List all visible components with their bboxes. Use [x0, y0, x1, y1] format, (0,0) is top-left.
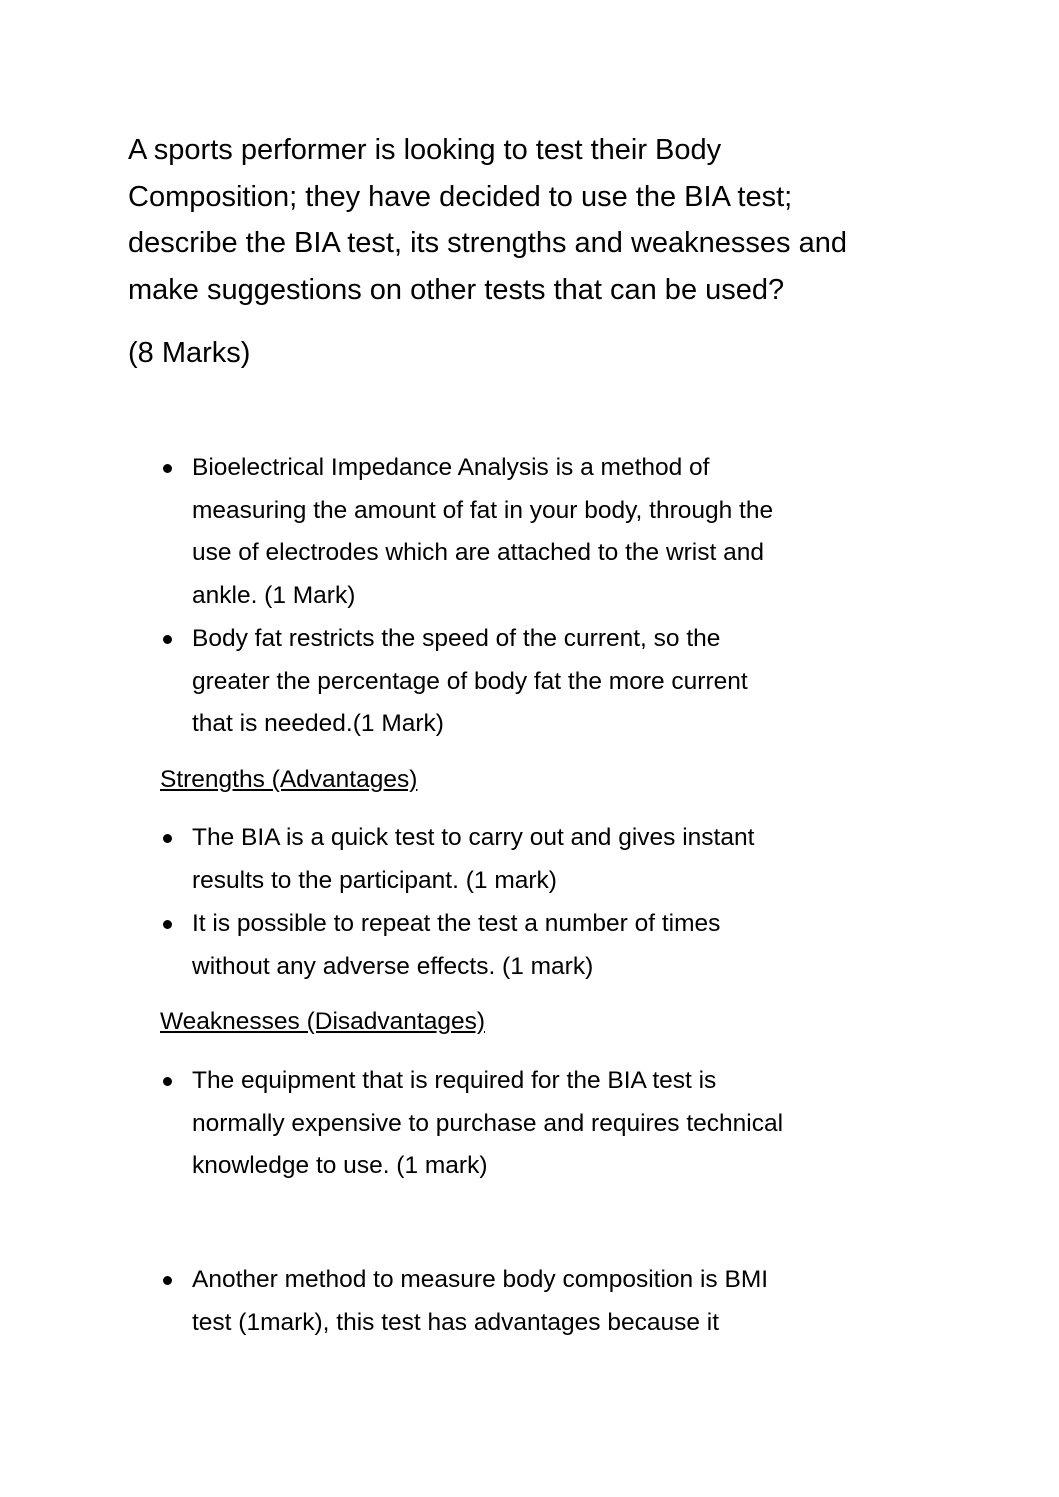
line: knowledge to use. (1 mark)	[192, 1152, 488, 1179]
strengths-heading: Strengths (Advantages)	[160, 766, 418, 793]
bullet-icon	[163, 1077, 172, 1086]
line: Bioelectrical Impedance Analysis is a method of	[192, 454, 710, 481]
list-item	[192, 1259, 768, 1344]
question-text	[128, 127, 847, 313]
line: The equipment that is required for the BIA test is	[192, 1067, 717, 1094]
list-item	[192, 1060, 783, 1188]
line: greater the percentage of body fat the more current	[192, 667, 748, 695]
line: The BIA is a quick test to carry out and gives instant	[192, 824, 755, 851]
line: ankle. (1 Mark)	[192, 581, 356, 609]
line: without any adverse effects. (1 mark)	[192, 952, 594, 980]
line: measuring the amount of fat in your body, through the	[192, 496, 774, 524]
line: that is needed.(1 Mark)	[192, 710, 444, 737]
line: Another method to measure body composition is BMI	[192, 1266, 769, 1293]
question-line: make suggestions on other tests that can be used?	[128, 273, 785, 306]
line: use of electrodes which are attached to the wrist and	[192, 539, 764, 566]
marks-label: (8 Marks)	[128, 337, 251, 369]
list-item	[192, 817, 754, 902]
list-item	[192, 903, 720, 988]
bullet-icon	[163, 920, 172, 929]
bullet-icon	[163, 635, 172, 644]
line: Body fat restricts the speed of the current, so the	[192, 625, 721, 652]
list-item	[192, 447, 773, 617]
line: results to the participant. (1 mark)	[192, 866, 557, 894]
bullet-icon	[163, 834, 172, 843]
line: test (1mark), this test has advantages because it	[192, 1308, 720, 1336]
question-line: A sports performer is looking to test their Body	[128, 134, 722, 166]
list-item	[192, 618, 748, 746]
line: normally expensive to purchase and requires technical	[192, 1109, 784, 1137]
question-line: Composition; they have decided to use the BIA test;	[128, 180, 793, 213]
line: It is possible to repeat the test a number of times	[192, 910, 721, 937]
bullet-icon	[163, 1276, 172, 1285]
bullet-icon	[163, 464, 172, 473]
question-line: describe the BIA test, its strengths and weaknesses and	[128, 227, 847, 259]
weaknesses-heading: Weaknesses (Disadvantages)	[160, 1008, 486, 1035]
